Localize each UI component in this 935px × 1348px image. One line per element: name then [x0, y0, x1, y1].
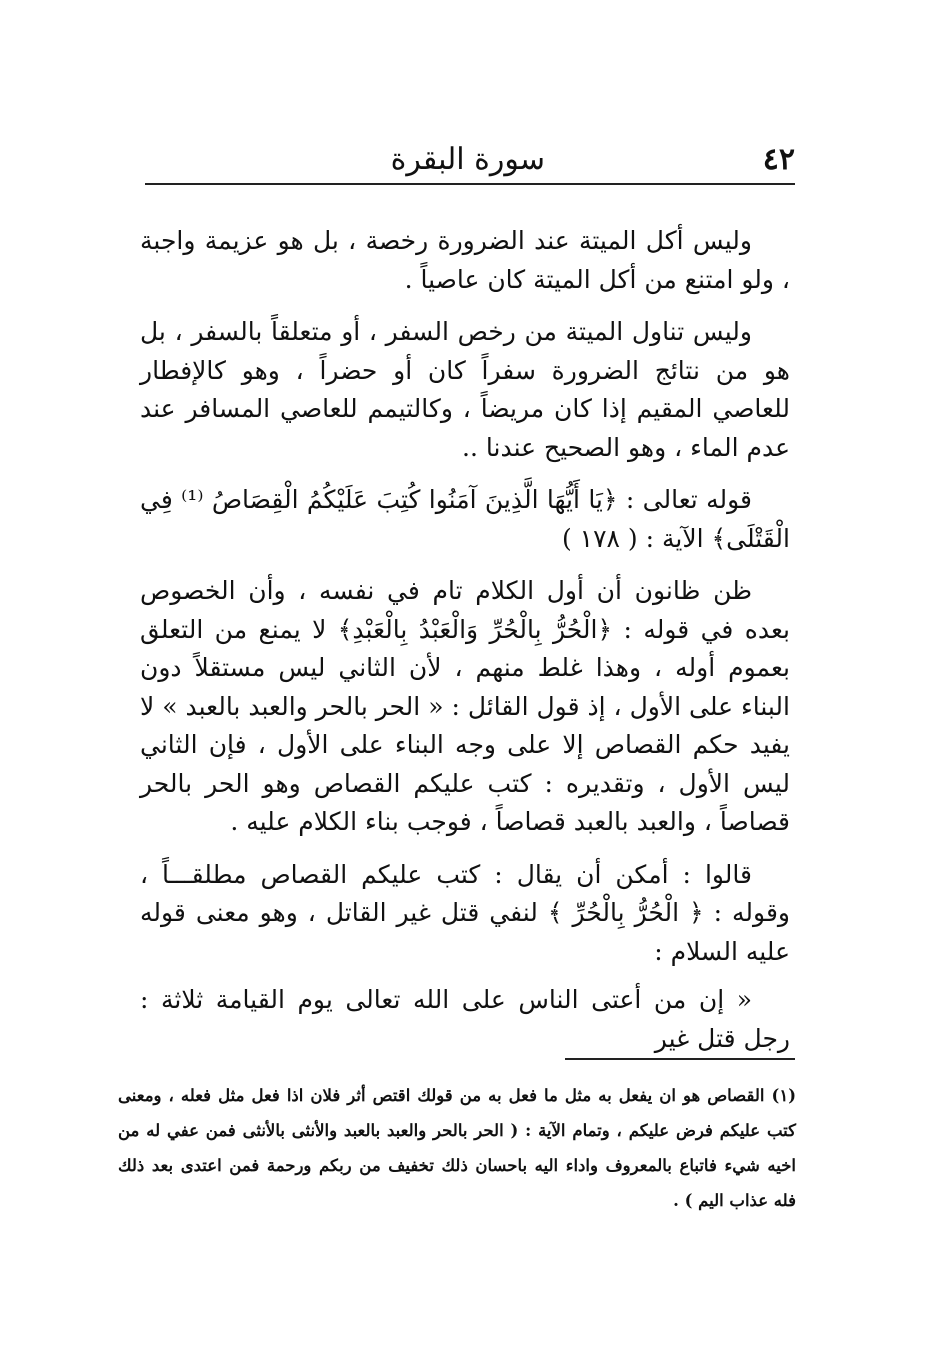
page-number: ٤٢	[762, 142, 795, 177]
paragraph-3-verse: قوله تعالى : ﴿يَا أَيُّهَا الَّذِينَ آمَنُوا كُتِبَ عَلَيْكُمُ الْقِصَاصُ ⁽¹⁾ فِي الْقَتْلَى﴾ الآية : ( ١٧٨ )	[140, 485, 790, 553]
header-divider	[145, 183, 795, 185]
page-header	[145, 140, 795, 184]
running-title: سورة البقرة	[390, 142, 545, 177]
footnote-1: (١) القصاص هو ان يفعل به مثل ما فعل به من قولك اقتص أثر فلان اذا فعل مثل فعله ، ومعنى كتب عليكم فرض عليكم ، وتمام الآية : ( الحر بالحر والعبد بالعبد والأنثى بالأنثى فمن عفي له من اخيه شيء فاتباع بالمعروف واداء اليه باحسان ذلك تخفيف من ربكم ورحمة فمن اعتدى بعد ذلك فله عذاب اليم ) .	[118, 1086, 796, 1210]
paragraph-1: وليس أكل الميتة عند الضرورة رخصة ، بل هو عزيمة واجبة ، ولو امتنع من أكل الميتة كان عاصياً .	[140, 226, 790, 294]
paragraph-6-hadith: « إن من أعتى الناس على الله تعالى يوم القيامة ثلاثة : رجل قتل غير	[140, 985, 790, 1053]
footnote-divider	[565, 1058, 795, 1060]
paragraph-5: قالوا : أمكن أن يقال : كتب عليكم القصاص مطلقـــاً ، وقوله : ﴿ الْحُرُّ بِالْحُرِّ ﴾ لنفي قتل غير القاتل ، وهو معنى قوله عليه السلام :	[140, 859, 790, 966]
main-text	[140, 222, 790, 1072]
footnotes	[118, 1078, 796, 1218]
paragraph-4: ظن ظانون أن أول الكلام تام في نفسه ، وأن الخصوص بعده في قوله : ﴿الْحُرُّ بِالْحُرِّ وَالْعَبْدُ بِالْعَبْدِ﴾ لا يمنع من التعلق بعموم أوله ، وهذا غلط منهم ، لأن الثاني ليس مستقلاً دون البناء على الأول ، إذ قول القائل : « الحر بالحر والعبد بالعبد » لا يفيد حكم القصاص إلا على وجه البناء على الأول ، فإن الثاني ليس الأول ، وتقديره : كتب عليكم القصاص وهو الحر بالحر قصاصاً ، والعبد بالعبد قصاصاً ، فوجب بناء الكلام عليه .	[140, 576, 790, 836]
paragraph-2: وليس تناول الميتة من رخص السفر ، أو متعلقاً بالسفر ، بل هو من نتائج الضرورة سفراً كان أو حضراً ، وهو كالإفطار للعاصي المقيم إذا كان مريضاً ، وكالتيمم للعاصي المسافر عند عدم الماء ، وهو الصحيح عندنا ..	[140, 317, 790, 462]
